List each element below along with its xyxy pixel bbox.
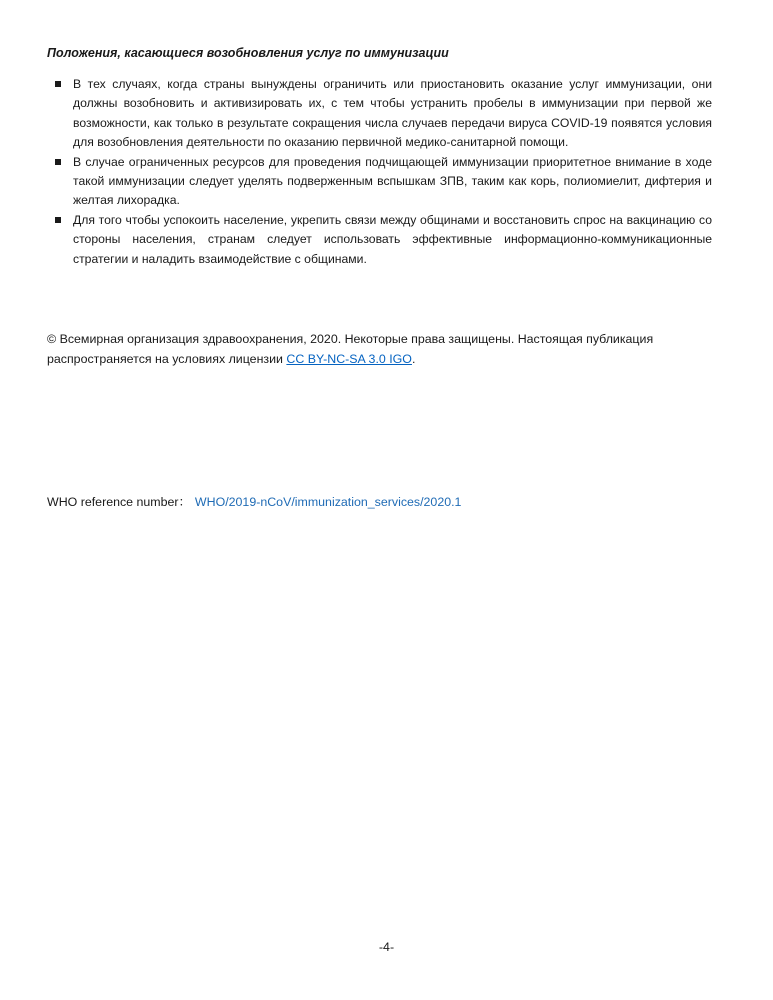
page-number: -4- <box>378 940 395 954</box>
bullet-text: Для того чтобы успокоить население, укрепить связи между общинами и восстановить спрос на вакцинацию со стороны населения, странам следует использовать эффективные информационно-коммуникационные стратегии и наладить взаимодействие с общинами. <box>73 212 712 266</box>
bullet-text: В тех случаях, когда страны вынуждены ограничить или приостановить оказание услуг иммунизации, они должны возобновить и активизировать их, с тем чтобы устранить пробелы в иммунизации при первой же возможности, как только в результате сокращения числа случаев передачи вируса COVID-19 появятся условия для возобновления деятельности по оказанию первичной медико-санитарной помощи. <box>73 77 712 150</box>
who-reference <box>47 493 461 511</box>
copyright-notice <box>47 329 727 369</box>
square-bullet-icon <box>55 159 61 165</box>
square-bullet-icon <box>55 81 61 87</box>
bullet-list <box>54 75 712 269</box>
bullet-item-3 <box>54 211 712 269</box>
bullet-item-2 <box>54 153 712 211</box>
copyright-text: © Всемирная организация здравоохранения, 2020. Некоторые права защищены. Настоящая публикация распространяется на условиях лицензии <box>47 332 654 366</box>
reference-label: WHO reference number： <box>47 495 191 509</box>
bullet-text: В случае ограниченных ресурсов для проведения подчищающей иммунизации приоритетное внимание в ходе такой иммунизации следует уделять подверженным вспышкам ЗПВ, таким как корь, полиомиелит, дифтерия и желтая лихорадка. <box>73 154 712 208</box>
reference-number: WHO/2019-nCoV/immunization_services/2020.1 <box>194 495 462 509</box>
section-heading: Положения, касающиеся возобновления услуг по иммунизации <box>47 46 449 60</box>
license-link[interactable]: CC BY-NC-SA 3.0 IGO <box>286 352 412 366</box>
square-bullet-icon <box>55 217 61 223</box>
copyright-suffix: . <box>411 352 416 366</box>
bullet-item-1 <box>54 75 712 153</box>
